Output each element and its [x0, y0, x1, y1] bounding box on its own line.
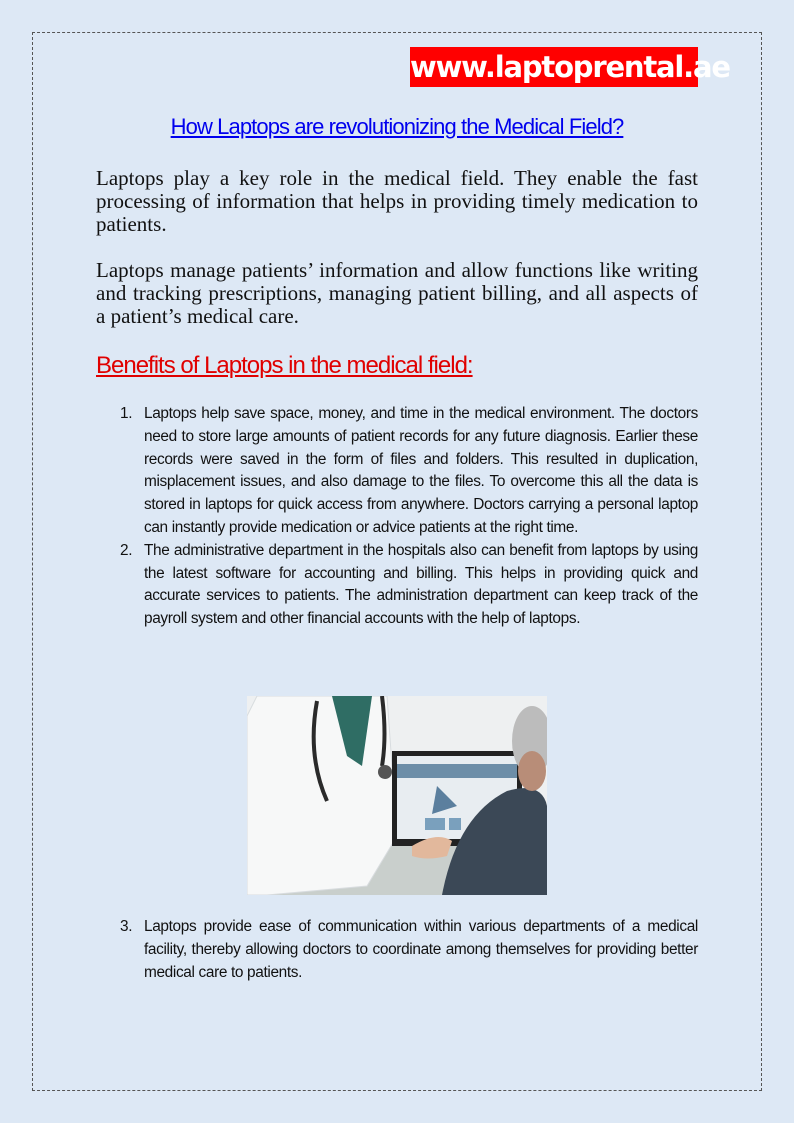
- list-number: 2.: [120, 541, 133, 559]
- list-number: 3.: [120, 918, 133, 935]
- list-text: The administrative department in the hospitals also can benefit from laptops by using the latest software for accounting and billing. This helps in providing quick and accurate services to patients. The administration department can keep track of the payroll system and other financial accounts with the help of laptops.: [144, 541, 698, 628]
- intro-paragraph-2: Laptops manage patients’ information and allow functions like writing and tracking prescriptions, managing patient billing, and all aspects of a patient’s medical care.: [96, 258, 698, 328]
- list-item: [120, 540, 698, 631]
- list-number: 1.: [120, 405, 133, 422]
- list-item: [120, 916, 698, 984]
- benefits-list-continued: [120, 916, 698, 984]
- list-text: Laptops help save space, money, and time in the medical environment. The doctors need to store large amounts of patient records for any future diagnosis. Earlier these records were saved in the form of files and folders. This resulted in duplication, misplacement issues, and also damage to the files. To overcome this all the data is stored in laptops for quick access from anywhere. Doctors carrying a personal laptop can instantly provide medication or advice patients at the right time.: [144, 405, 698, 536]
- website-url-banner[interactable]: www.laptoprental.ae: [410, 47, 698, 87]
- doctor-laptop-photo: [247, 696, 547, 895]
- intro-paragraph-1: Laptops play a key role in the medical field. They enable the fast processing of information that helps in providing timely medication to patients.: [96, 166, 698, 236]
- list-item: [120, 403, 698, 540]
- list-text: Laptops provide ease of communication within various departments of a medical facility, thereby allowing doctors to coordinate among themselves for providing better medical care to patients.: [144, 918, 698, 981]
- page-title: How Laptops are revolutionizing the Medical Field?: [170, 114, 624, 139]
- benefits-heading: Benefits of Laptops in the medical field:: [96, 352, 473, 379]
- benefits-list: [120, 403, 698, 631]
